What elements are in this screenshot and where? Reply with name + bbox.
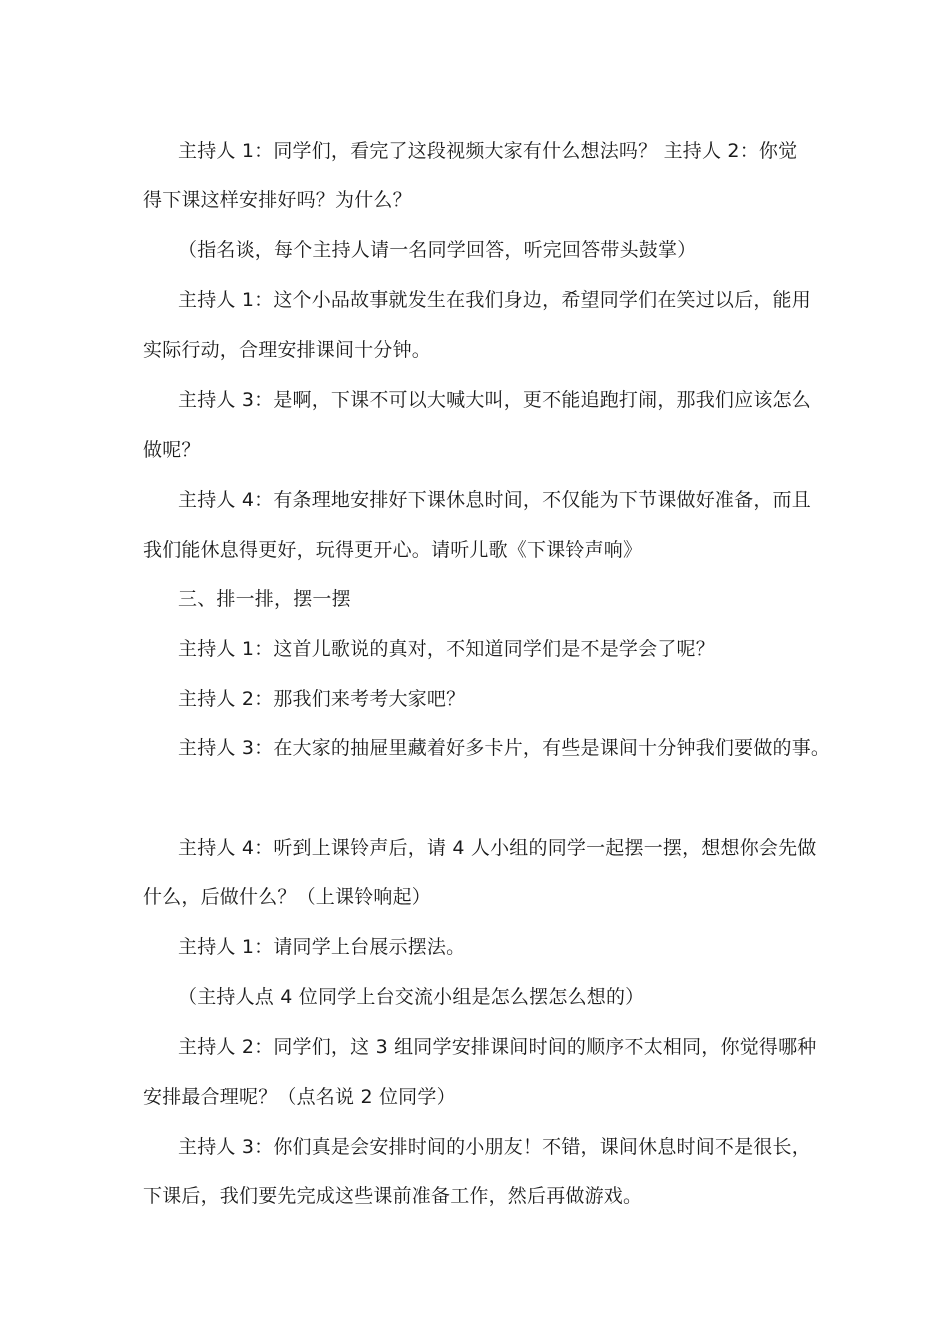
paragraph-line: 主持人 3：你们真是会安排时间的小朋友！不错，课间休息时间不是很长， bbox=[178, 1136, 811, 1158]
section-heading: 三、排一排，摆一摆 bbox=[178, 588, 351, 610]
paragraph-line: 主持人 3：是啊，下课不可以大喊大叫，更不能追跑打闹，那我们应该怎么 bbox=[178, 389, 811, 411]
paragraph-line: 我们能休息得更好，玩得更开心。请听儿歌《下课铃声响》 bbox=[143, 539, 643, 561]
paragraph-line: 主持人 1：同学们，看完了这段视频大家有什么想法吗？ 主持人 2：你觉 bbox=[178, 140, 798, 162]
paragraph-line: （指名谈，每个主持人请一名同学回答，听完回答带头鼓掌） bbox=[178, 239, 697, 261]
paragraph-line: 主持人 3：在大家的抽屉里藏着好多卡片，有些是课间十分钟我们要做的事。 bbox=[178, 737, 831, 759]
paragraph-line: 下课后，我们要先完成这些课前准备工作，然后再做游戏。 bbox=[143, 1185, 643, 1207]
paragraph-line: 主持人 1：这个小品故事就发生在我们身边，希望同学们在笑过以后，能用 bbox=[178, 289, 811, 311]
paragraph-line: 主持人 1：请同学上台展示摆法。 bbox=[178, 936, 466, 958]
paragraph-line: 主持人 2：同学们，这 3 组同学安排课间时间的顺序不太相同，你觉得哪种 bbox=[178, 1036, 817, 1058]
paragraph-line: 主持人 4：有条理地安排好下课休息时间，不仅能为下节课做好准备，而且 bbox=[178, 489, 811, 511]
paragraph-line: 实际行动，合理安排课间十分钟。 bbox=[143, 339, 432, 361]
paragraph-line: 主持人 1：这首儿歌说的真对，不知道同学们是不是学会了呢？ bbox=[178, 638, 715, 660]
paragraph-line: 主持人 2：那我们来考考大家吧？ bbox=[178, 688, 466, 710]
paragraph-line: （主持人点 4 位同学上台交流小组是怎么摆怎么想的） bbox=[178, 986, 645, 1008]
paragraph-line: 主持人 4：听到上课铃声后，请 4 人小组的同学一起摆一摆，想想你会先做 bbox=[178, 837, 817, 859]
paragraph-line: 得下课这样安排好吗？为什么？ bbox=[143, 189, 412, 211]
paragraph-line: 做呢？ bbox=[143, 439, 201, 461]
paragraph-line: 安排最合理呢？（点名说 2 位同学） bbox=[143, 1086, 456, 1108]
paragraph-line: 什么，后做什么？（上课铃响起） bbox=[143, 886, 432, 908]
